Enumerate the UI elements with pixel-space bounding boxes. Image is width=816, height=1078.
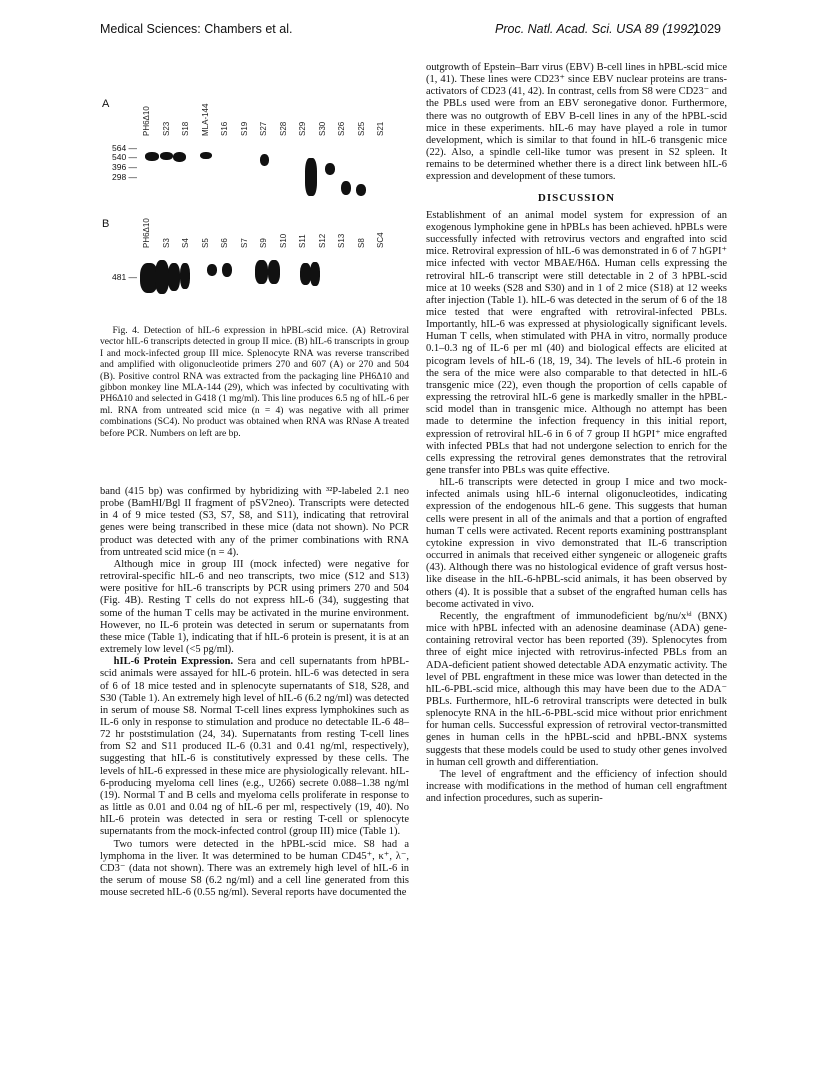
lane-label: S21: [376, 121, 385, 136]
lane-label: MLA-144: [200, 103, 210, 136]
lane-label: S28: [278, 121, 288, 136]
paragraph: hIL-6 transcripts were detected in group I mice and two mock-infected animals using hIL-6 internal oligonucleotides, indicating expression of the endogenous hIL-6 gene. This suggests that human cells were present in all of the animals and that a portion of engrafted human T cells were activated. Recent reports examining posttransplant cytokine expression in vivo demonstrated that IL-6 transcription occurred in animals that received either syngeneic or allogeneic grafts (43). Although there was no histological evidence of graft versus host-like disease in the hIL-6-hPBL-scid animals, it has been observed by others (4). It is possible that a subset of the engrafted human cells has become activated in vivo.: [426, 477, 727, 610]
lane-label: S7: [239, 238, 249, 248]
band: [305, 158, 317, 196]
lane-label: PH6Δ10: [142, 106, 151, 136]
lane-label: SC4: [376, 232, 385, 248]
lane-label: S16: [220, 121, 229, 136]
lane-label: S11: [298, 234, 307, 248]
panel-a-label: A: [102, 98, 110, 110]
size-marker: 481 —: [112, 272, 138, 282]
band: [260, 154, 269, 166]
band: [180, 263, 190, 289]
lane-label: S27: [259, 121, 268, 136]
size-marker: 396 —: [112, 162, 138, 172]
lane-label: S30: [317, 121, 327, 136]
header-journal-section: Medical Sciences: Chambers et al.: [100, 22, 293, 36]
paragraph: Recently, the engraftment of immunodeficient bg/nu/xⁱᵈ (BNX) mice with hPBL infected with an adenosine deaminase (ADA) gene-containing retroviral vector has been reported (39). Splenocytes from three of eight mice injected with retrovirus-infected PBLs from an ADA-deficient patient showed detectable ADA enzymatic activity. The level of PBL engraftment in these mice was lower than detected in the hIL-6-PBL-scid mice, although this may have been due to the ADA⁻ PBLs. Furthermore, hIL-6 retroviral transcripts were detected in bulk splenocyte RNA in the hIL-6-PBL-scid mice without prior enrichment for human cells. Successful expression of retroviral vector-transmitted genes in human cells in the hPBL-scid and hPBL-BNX systems suggests that these models could be used to study other genes involved in human cell growth and differentiation.: [426, 610, 727, 768]
paragraph: Although mice in group III (mock infected) were negative for retroviral-specific hIL-6 and neo transcripts, two mice (S12 and S13) were positive for hIL-6 transcripts by PCR using primers 270 and 504 (Fig. 4B). Resting T cells do not express hIL-6 (34), suggesting that some of the human T cells may be activated in the murine environment. However, no IL-6 protein was detected in serum or supernatants from these mice (Table 1), indicating that if hIL-6 protein is present, it is at an extremely low level (<5 pg/ml).: [100, 558, 409, 656]
section-heading-discussion: DISCUSSION: [537, 191, 616, 204]
right-column: [426, 62, 727, 805]
lane-label: S3: [161, 238, 171, 248]
lane-label: PH6Δ10: [142, 218, 151, 248]
band: [160, 152, 173, 160]
lane-label: S18: [181, 121, 190, 136]
size-marker: 298 —: [112, 172, 138, 182]
lane-label: S9: [259, 238, 268, 248]
lane-label: S5: [200, 238, 210, 248]
size-marker: 540 —: [112, 152, 138, 162]
header-citation: Proc. Natl. Acad. Sci. USA 89 (1992): [495, 22, 699, 36]
band: [222, 263, 232, 277]
paragraph: Establishment of an animal model system for expression of an exogenous lymphokine gene in hPBLs has been achieved. hPBLs were successfully infected with retrovirus vectors and engrafted into scid mice. Retroviral expression of hIL-6 was demonstrated in 6 of 7 hGPI⁺ mice infected with vector MBAE/H6Δ. Human cells expressing the retroviral hIL-6 transcript were still detectable in 2 of 3 hPBL-scid mice at 10 weeks (S28 and S30) and in 1 of 2 mice (S18) at 12 weeks after injection (Table 1). hIL-6 was detected in the serum of 6 of the 18 mice tested that were engrafted with retroviral-infected PBLs. Importantly, hIL-6 was expressed at physiologically significant levels. Human T cells, when stimulated with PHA in vitro, normally produce 0.1–0.3 ng of IL-6 per ml (40) and biological effects are elicited at picogram levels of hIL-6 (18, 19, 34). The levels of hIL-6 protein in the sera of the mice were also comparable to that detected in hIL-6 transgenic mice (22), even though the proportion of cells capable of expressing the retroviral hIL-6 gene is markedly smaller in the hPBL-scid model than in transgenic mice. Although no attempt has been made to determine the infection frequency in this initial report, expression of retroviral hIL-6 in 6 of 7 group II hGPI⁺ mice engrafted with infected PBLs that had not undergone selection to enrich for the cells expressing the retroviral genes demonstrates that the retroviral gene transfer into PBLs was quite effective.: [426, 209, 727, 476]
running-header: [100, 22, 721, 40]
band: [145, 152, 159, 161]
lane-label: S23: [161, 121, 171, 136]
band: [325, 163, 335, 175]
band: [341, 181, 351, 195]
band: [168, 263, 180, 291]
band: [155, 260, 169, 294]
paragraph: outgrowth of Epstein–Barr virus (EBV) B-cell lines in hPBL-scid mice (1, 41). These lines were CD23⁺ since EBV nuclear proteins are trans-activators of CD23 (41, 42). In contrast, cells from S8 were CD23⁻ and the PBLs used were from an EBV seronegative donor. Furthermore, there was no outgrowth of EBV B-cell lines in any of the hPBL-scid mice in these experiments. hIL-6 may have played a role in tumor development, which is similar to that found in hIL-6 transgenic mice (22). Also, a spindle cell-like tumor was present in S2 spleen. It remains to be determined whether there is a direct link between hIL-6 expression and development of these tumors.: [426, 62, 727, 183]
caption-label: Fig. 4.: [112, 325, 140, 336]
band: [207, 264, 217, 276]
lane-label: S13: [337, 233, 346, 248]
band: [173, 152, 186, 162]
page-number: 1029: [693, 22, 721, 36]
lane-label: S4: [181, 238, 190, 248]
left-column: [100, 486, 409, 899]
paragraph: Two tumors were detected in the hPBL-scid mice. S8 had a lymphoma in the liver. It was determined to be human CD45⁺, κ⁺, λ⁻, CD3⁻ (data not shown). There was an extremely high level of hIL-6 in the serum of mouse S8 (6.2 ng/ml) and a cell line generated from this mouse secreted hIL-6 (0.55 ng/ml). Several reports have documented the: [100, 838, 409, 899]
lane-label: S10: [278, 233, 288, 248]
lane-label: S25: [356, 121, 366, 136]
lane-label: S26: [337, 121, 346, 136]
paragraph: The level of engraftment and the efficiency of infection should increase with modifications in the method of human cell engraftment and infection procedures, such as superin-: [426, 768, 727, 805]
figure-caption: [100, 325, 409, 439]
band: [255, 260, 268, 284]
subsection-heading: hIL-6 Protein Expression.: [113, 656, 234, 668]
band: [356, 184, 366, 196]
lane-label: S19: [239, 121, 249, 136]
paragraph: band (415 bp) was confirmed by hybridizing with ³²P-labeled 2.1 neo probe (BamHI/Bgl II fragment of pSV2neo). Transcripts were detected in 4 of 9 mice tested (S3, S7, S8, and S11), indicating that retroviral genes were being transcribed in these mice (data not shown). No PCR product was detected with any of the primer combinations with RNA from untreated scid mice (n = 4).: [100, 486, 409, 558]
band: [268, 260, 280, 284]
band: [200, 152, 212, 159]
figure-4-gel: [100, 58, 412, 320]
lane-label: S12: [317, 233, 327, 248]
band: [310, 262, 320, 286]
caption-text: Detection of hIL-6 expression in hPBL-scid mice. (A) Retroviral vector hIL-6 transcripts detected in group II mice. (B) hIL-6 transcripts in group I and mock-infected group III mice. Splenocyte RNA was reverse transcribed and amplified with oligonucleotide primers 270 and 607 (A) or 270 and 504 (B). Positive control RNA was extracted from the packaging line PH6Δ10 and gibbon monkey line MLA-144 (29), which was infected by cocultivating with PH6Δ10 and selected in G418 (1 mg/ml). This line produces 6.5 ng of hIL-6 per ml. RNA from untreated scid mice (n = 4) was negative with all primer combinations (SC4). No product was obtained when RNA was RNase A treated before PCR. Numbers on left are bp.: [100, 325, 409, 439]
lane-label: S6: [220, 238, 229, 248]
paragraph: Sera and cell supernatants from hPBL-scid animals were assayed for hIL-6 protein. hIL-6 was detected in sera of 6 of 18 mice tested and in splenocyte supernatants of S18, S28, and S30 (Table 1). An extremely high level of hIL-6 (6.2 ng/ml) was detected in serum of mouse S8. Normal T-cell lines express lymphokines such as IL-6 only in response to stimulation and produce no detectable IL-6 48–72 hr poststimulation (24, 34). Supernatants from resting T-cell lines from S2 and S11 produced IL-6 (0.31 and 0.41 ng/ml, respectively), suggesting that hIL-6 is constitutively expressed by these cells. The levels of hIL-6 expressed in these mice are physiologically relevant. hIL-6-producing myeloma cell lines (e.g., U266) secrete 0.088–1.38 ng/ml (19). Normal T and B cells and myeloma cells proliferate in response to as little as 0.01 and 0.04 ng of hIL-6 per ml, respectively (19, 40). No hIL-6 protein was detected in sera or resting T-cell or splenocyte supernatants from the mock-infected control (group III) mice (Table 1).: [100, 656, 409, 838]
panel-b-label: B: [102, 218, 110, 230]
size-marker: 564 —: [112, 143, 138, 153]
lane-label: S8: [356, 238, 366, 248]
lane-label: S29: [298, 121, 307, 136]
